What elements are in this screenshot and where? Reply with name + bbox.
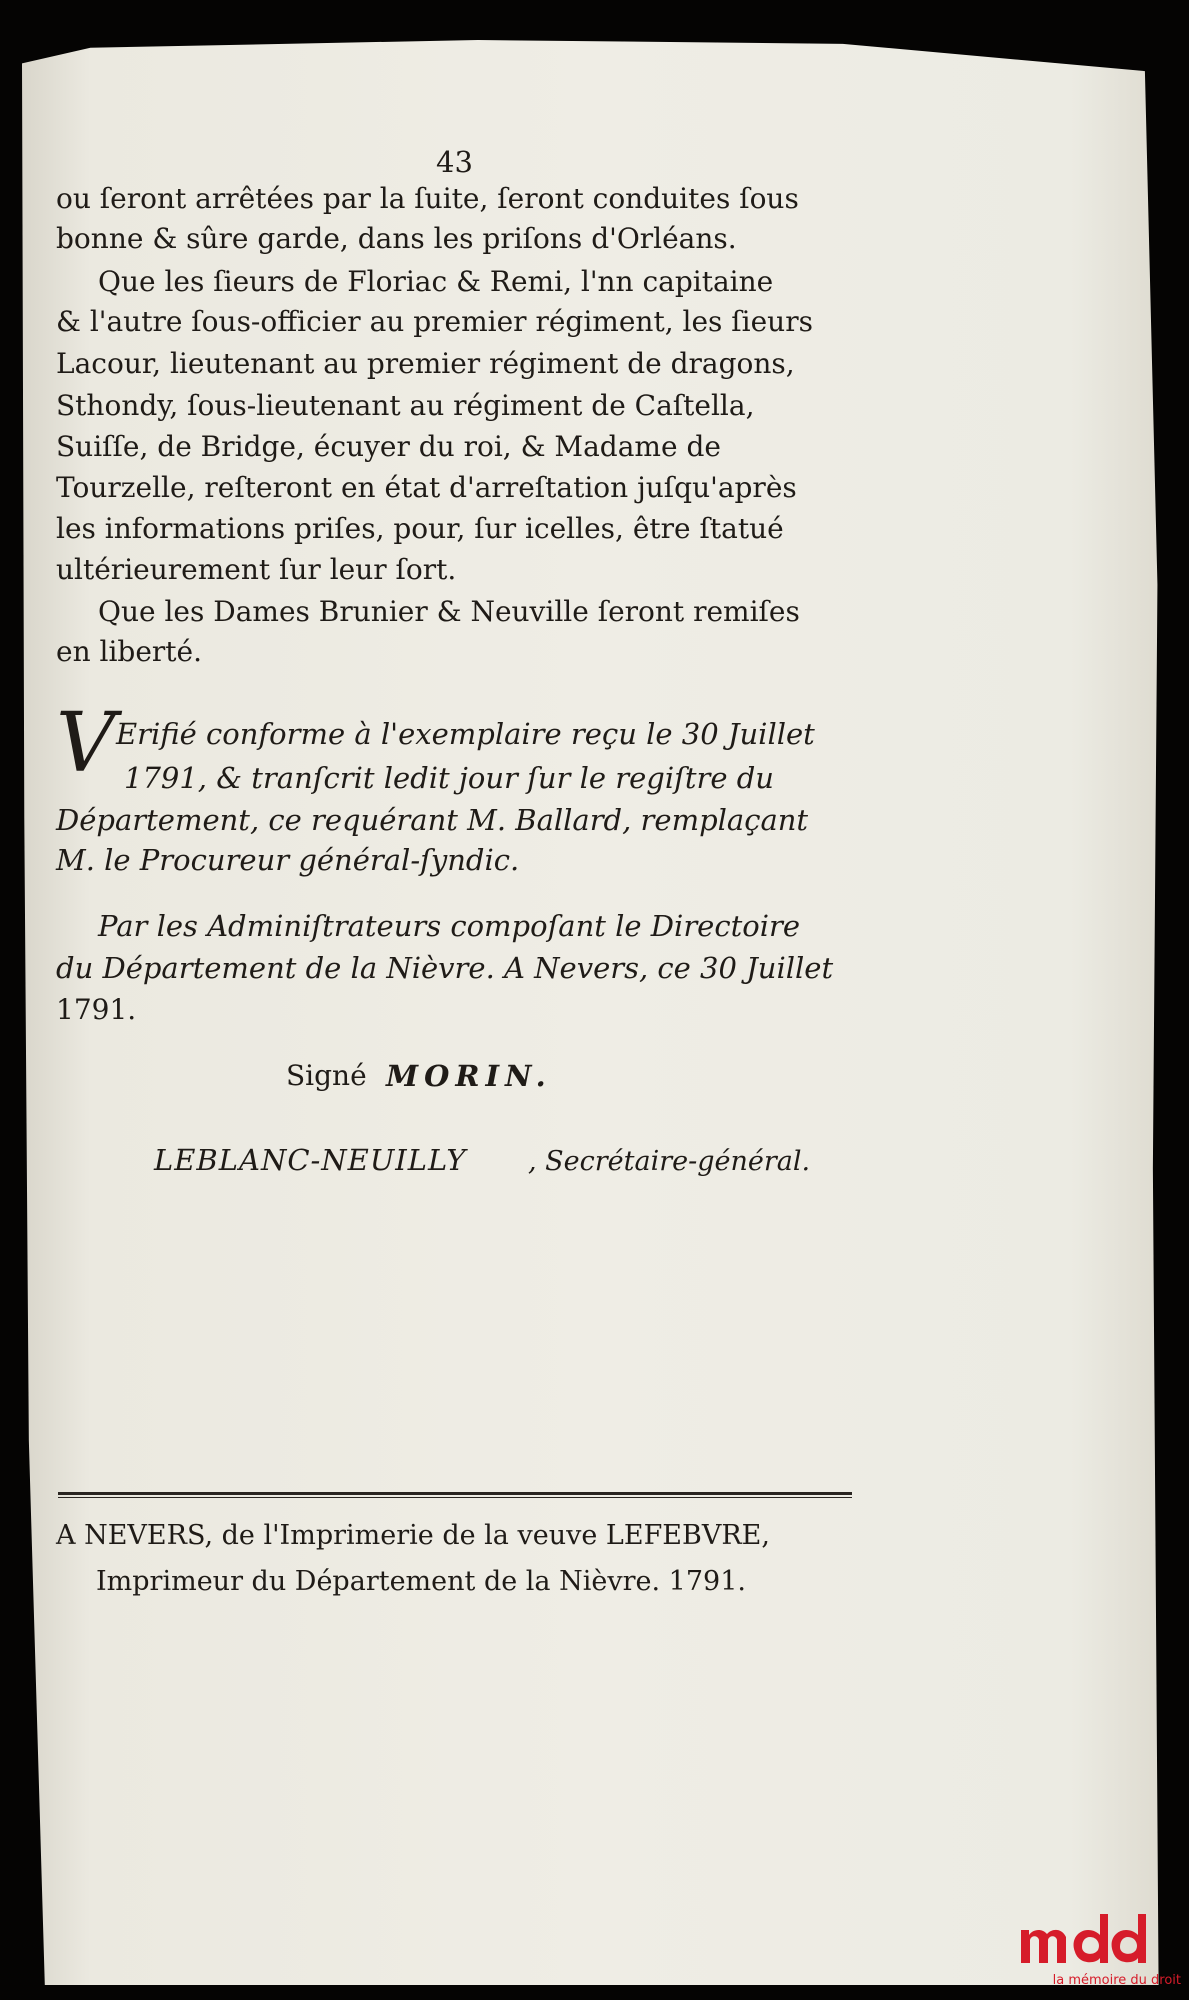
paragraph-1-line-1: ou ſeront arrêtées par la ſuite, ſeront conduites ſous: [56, 182, 799, 215]
mdd-logo-m: [1021, 1930, 1066, 1963]
verification-line-4: M. le Procureur général-ſyndic.: [56, 843, 520, 877]
administrators-line-3: 1791.: [56, 993, 137, 1026]
paragraph-2-line-8: ultérieurement ſur leur ſort.: [56, 553, 457, 586]
paragraph-1-line-2: bonne & sûre garde, dans les priſons d'Orléans.: [56, 222, 737, 255]
paragraph-2-line-4: Sthondy, ſous-lieutenant au régiment de Caſtella,: [56, 389, 755, 422]
imprint-line-1: A NEVERS, de l'Imprimerie de la veuve LEFEBVRE,: [56, 1520, 770, 1551]
imprint-rule: [58, 1492, 852, 1495]
mdd-logo-d-1: [1074, 1914, 1108, 1963]
paragraph-2-line-6: Tourzelle, reſteront en état d'arreſtation juſqu'après: [56, 471, 797, 504]
logo-caption: la mémoire du droit: [1052, 1973, 1181, 1988]
administrators-line-2: du Département de la Nièvre. A Nevers, ce 30 Juillet: [56, 951, 834, 985]
paragraph-2-line-3: Lacour, lieutenant au premier régiment de dragons,: [56, 347, 795, 380]
paragraph-3-line-1: Que les Dames Brunier & Neuville ſeront remiſes: [98, 595, 800, 628]
drop-cap: V: [56, 696, 116, 791]
paragraph-2-line-5: Suiſſe, de Bridge, écuyer du roi, & Madame de: [56, 430, 721, 463]
administrators-line-1: Par les Adminiſtrateurs compoſant le Directoire: [98, 909, 801, 943]
page-number: 43: [436, 145, 473, 179]
mdd-logo-d-2: [1112, 1914, 1146, 1963]
paragraph-2-line-1: Que les ſieurs de Floriac & Remi, l'nn capitaine: [98, 265, 774, 298]
secretary-name: LEBLANC-NEUILLY: [154, 1143, 467, 1177]
signed-name: MORIN.: [386, 1059, 552, 1093]
imprint-rule-thin: [58, 1497, 852, 1498]
paragraph-2-line-2: & l'autre ſous-officier au premier régiment, les ſieurs: [56, 305, 813, 338]
paragraph-3-line-2: en liberté.: [56, 635, 203, 668]
verification-line-1: Erifié conforme à l'exemplaire reçu le 30 Juillet: [116, 717, 815, 751]
verification-line-2: 1791, & tranſcrit ledit jour ſur le regiſtre du: [124, 761, 774, 795]
paragraph-2-line-7: les informations priſes, pour, ſur icelles, être ſtatué: [56, 512, 784, 545]
secretary-title: , Secrétaire-général.: [528, 1146, 811, 1177]
signed-label: Signé: [286, 1059, 367, 1092]
verification-line-3: Département, ce requérant M. Ballard, remplaçant: [56, 803, 809, 837]
imprint-line-2: Imprimeur du Département de la Nièvre. 1791.: [96, 1566, 746, 1597]
